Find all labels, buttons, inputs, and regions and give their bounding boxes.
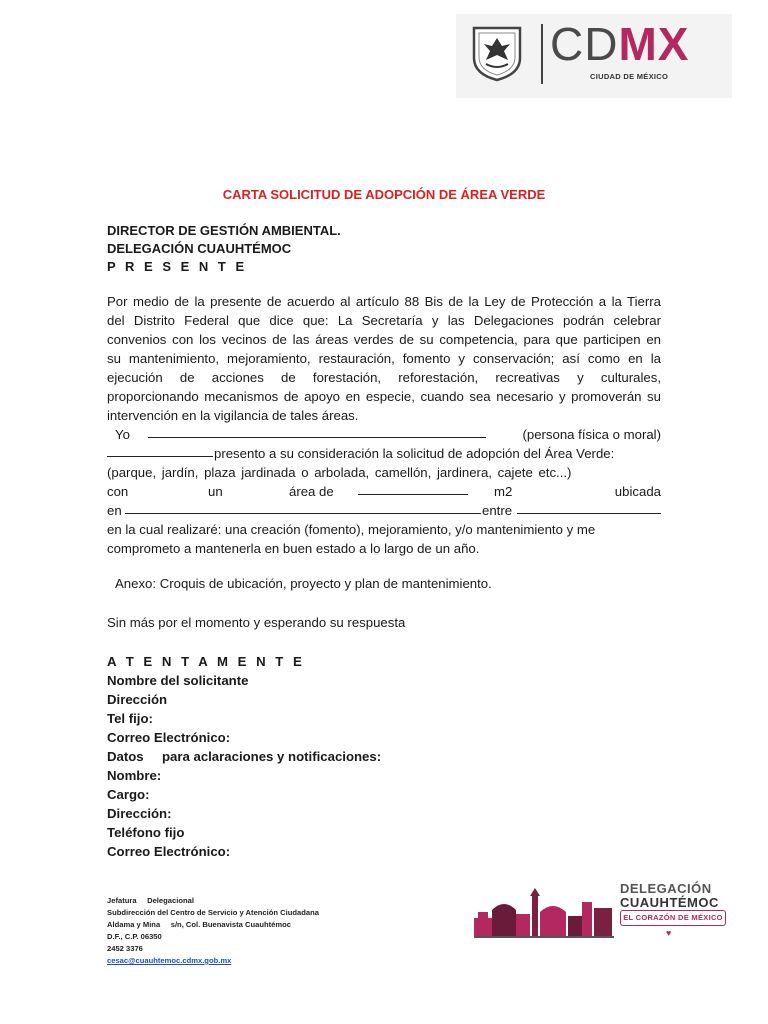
signature-field: Teléfono fijo <box>107 825 185 840</box>
addressee-line: DIRECTOR DE GESTIÓN AMBIENTAL. <box>107 223 341 238</box>
footer-contact <box>107 895 319 967</box>
logo-divider <box>541 24 543 84</box>
atentamente-label: A T E N T A M E N T E <box>107 654 305 669</box>
persona-label: (persona física o moral) <box>522 427 661 442</box>
area-types-text: (parque, jardín, plaza jardinada o arbolada, camellón, jardinera, cajete etc...) <box>107 465 572 480</box>
delegacion-logo <box>474 876 734 940</box>
city-skyline-icon <box>474 888 614 938</box>
request-form <box>107 425 661 558</box>
con-label: con <box>107 484 129 499</box>
applicant-type-blank[interactable] <box>107 444 213 457</box>
cdmx-logo <box>456 14 732 98</box>
paragraph-line: convenios con los vecinos de las áreas verdes de su competencia, para que participen en <box>107 332 661 347</box>
ubicada-label: ubicada <box>614 484 661 499</box>
area-de-label: área de <box>289 484 334 499</box>
body-paragraph <box>107 292 661 425</box>
signature-field: Dirección: <box>107 806 172 821</box>
signature-field: Tel fijo: <box>107 711 153 726</box>
applicant-name-blank[interactable] <box>148 425 486 438</box>
signature-block <box>107 652 381 861</box>
delegacion-tagline: EL CORAZÓN DE MÉXICO <box>620 910 726 926</box>
presente-label: P R E S E N T E <box>107 259 248 274</box>
signature-field: Correo Electrónico: <box>107 730 231 745</box>
cdmx-wordmark: CDMX <box>550 18 690 70</box>
location-blank[interactable] <box>125 501 481 514</box>
paragraph-line: ejecución de acciones de forestación, reforestación, recreativas y culturales, <box>107 370 661 385</box>
paragraph-line: intervención en la vigilancia de tales áreas. <box>107 408 359 423</box>
presento-text: presento a su consideración la solicitud de adopción del Área Verde: <box>214 446 615 461</box>
closing-text: Sin más por el momento y esperando su respuesta <box>107 615 406 630</box>
signature-field: Cargo: <box>107 787 150 802</box>
signature-field: Nombre: <box>107 768 162 783</box>
addressee-line: DELEGACIÓN CUAUHTÉMOC <box>107 241 292 256</box>
paragraph-line: del Distrito Federal que dice que: La Secretaría y las Delegaciones podrán celebrar <box>107 313 661 328</box>
addressee-block <box>107 222 341 276</box>
un-label: un <box>208 484 223 499</box>
government-seal-icon <box>468 24 526 82</box>
paragraph-line: su mantenimiento, mejoramiento, restauración, fomento y conservación; así como en la <box>107 351 661 366</box>
heart-icon: ♥ <box>666 928 672 938</box>
commitment-text: comprometo a mantenerla en buen estado a lo largo de un año. <box>107 541 480 556</box>
area-size-blank[interactable] <box>358 482 468 495</box>
footer-line: Jefatura Delegacional <box>107 896 194 905</box>
footer-line: 2452 3376 <box>107 944 143 953</box>
m2-label: m2 <box>494 484 513 499</box>
signature-field: Nombre del solicitante <box>107 673 249 688</box>
signature-field: Correo Electrónico: <box>107 844 231 859</box>
footer-email-link[interactable]: cesac@cuauhtemoc.cdmx.gob.mx <box>107 956 232 965</box>
delegacion-wordmark: DELEGACIÓN CUAUHTÉMOC <box>620 881 719 910</box>
paragraph-line: Por medio de la presente de acuerdo al artículo 88 Bis de la Ley de Protección a la Tierra <box>107 294 661 309</box>
signature-field: Datos para aclaraciones y notificaciones: <box>107 749 382 764</box>
logo-subtitle: CIUDAD DE MÉXICO <box>590 72 669 81</box>
document-title: CARTA SOLICITUD DE ADOPCIÓN DE ÁREA VERDE <box>222 187 546 202</box>
commitment-text: en la cual realizaré: una creación (fomento), mejoramiento, y/o mantenimiento y me <box>107 522 596 537</box>
entre-label: entre <box>482 503 513 518</box>
en-label: en <box>107 503 122 518</box>
yo-label: Yo <box>115 427 130 442</box>
between-streets-blank[interactable] <box>517 501 661 514</box>
signature-field: Dirección <box>107 692 168 707</box>
annex-note: Anexo: Croquis de ubicación, proyecto y plan de mantenimiento. <box>115 576 492 591</box>
footer-line: D.F., C.P. 06350 <box>107 932 162 941</box>
paragraph-line: proporcionando mecanismos de apoyo en especie, cuando sea necesario y promoverán su <box>107 389 661 404</box>
footer-line: Aldama y Mina s/n, Col. Buenavista Cuauhtémoc <box>107 920 291 929</box>
footer-line: Subdirección del Centro de Servicio y Atención Ciudadana <box>107 908 319 917</box>
